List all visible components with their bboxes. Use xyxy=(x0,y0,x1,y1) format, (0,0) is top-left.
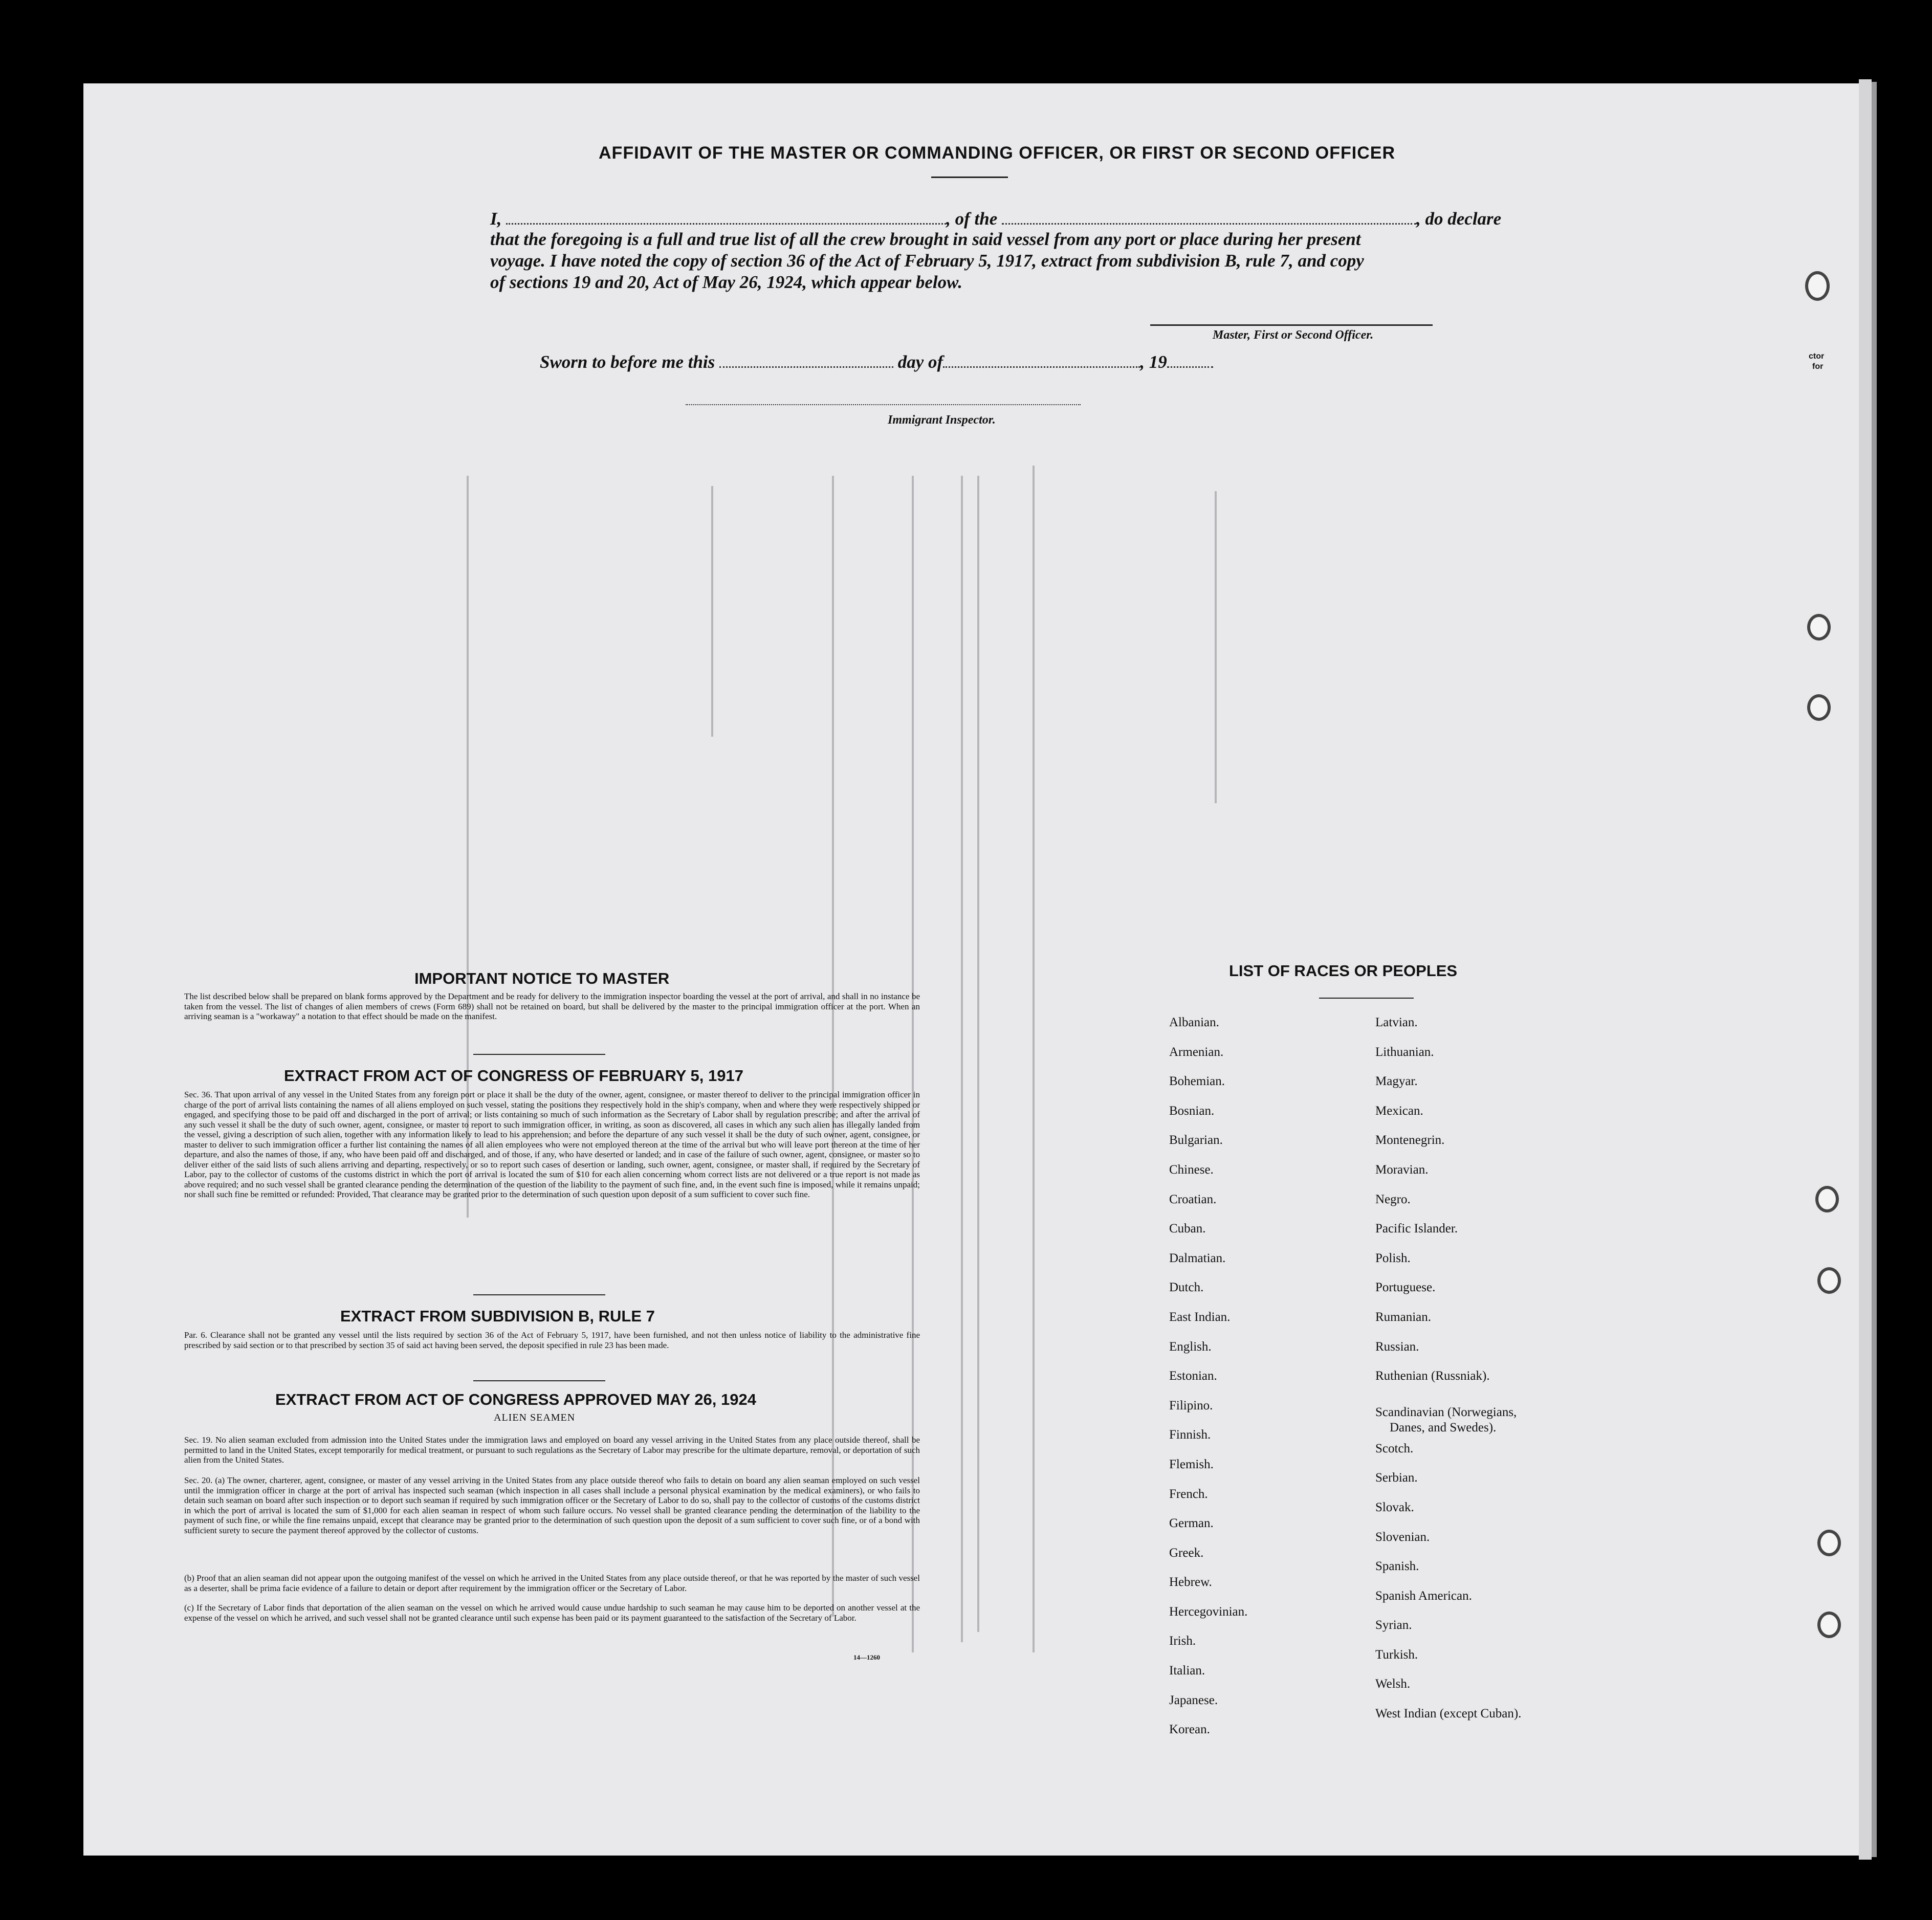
race-item: Rumanian. xyxy=(1375,1310,1432,1324)
race-item: Scandinavian (Norwegians, xyxy=(1375,1405,1517,1419)
races-title-rule xyxy=(1319,998,1414,999)
race-item: Scotch. xyxy=(1375,1441,1414,1455)
race-item: Serbian. xyxy=(1375,1471,1418,1485)
bleed-through-line xyxy=(977,476,979,1632)
extract-1917-title: EXTRACT FROM ACT OF CONGRESS OF FEBRUARY 5, 1917 xyxy=(284,1067,743,1085)
sworn-label: Sworn to before me this xyxy=(540,352,715,372)
races-right-column xyxy=(1375,1008,1521,1729)
race-item: Albanian. xyxy=(1169,1016,1219,1029)
vessel-blank[interactable] xyxy=(1002,223,1416,225)
race-item: West Indian (except Cuban). xyxy=(1375,1707,1522,1721)
race-item: Portuguese. xyxy=(1375,1281,1436,1295)
section-20c-text: (c) If the Secretary of Labor finds that deportation of the alien seaman on the vessel on which he arrived would cause undue hardship to such seaman he may cause him to be deported on another vessel at the expense of the vessel on which he arrived, and such vessel shall not be granted clearance until such expense has been paid or its payment guaranteed to the satisfaction of the Secretary of Labor. xyxy=(184,1603,920,1623)
race-item: Moravian. xyxy=(1375,1162,1429,1177)
section-20a-text: Sec. 20. (a) The owner, charterer, agent, consignee, or master of any vessel arriving in the United States from any place outside thereof who fails to detain on board any alien seaman employed on such vessel until the immigration officer in charge at the port of arrival has inspected such seaman (which inspection in all cases shall include a personal physical examination by the medical examiners), or who fails to detain such seaman on board after such inspection or to deport such seaman if required by such immigration officer or the Secretary of Labor to do so, shall pay to the collector of customs of the customs district in which the port of arrival is located the sum of $1,000 for each alien seaman in respect of whom such failure occurs. No vessel shall be granted clearance pending the determination of the liability to the payment of such fine, or while the fine remains unpaid, except that clearance may be granted prior to the determination of such question upon the deposit of a sum sufficient to cover such fine, or of a bond with sufficient surety to secure the payment thereof approved by the collector of customs. xyxy=(184,1475,920,1535)
race-item: Magyar. xyxy=(1375,1074,1418,1089)
bleed-through-line xyxy=(1033,466,1035,1652)
form-number: 14—1260 xyxy=(853,1653,880,1661)
race-item: German. xyxy=(1169,1516,1214,1531)
affidavit-declare-label: , do declare xyxy=(1416,209,1502,229)
day-of-label: day of xyxy=(897,352,943,372)
race-item: Hebrew. xyxy=(1169,1575,1212,1590)
race-item: Danes, and Swedes). xyxy=(1390,1420,1497,1435)
race-item: Estonian. xyxy=(1169,1369,1217,1383)
margin-note: ctor xyxy=(1809,352,1825,361)
title-rule xyxy=(931,176,1008,178)
sworn-day-blank[interactable] xyxy=(719,366,893,368)
sworn-year-blank[interactable] xyxy=(1167,366,1213,368)
alien-seamen-subtitle: ALIEN SEAMEN xyxy=(494,1412,576,1423)
margin-note: for xyxy=(1812,362,1824,371)
affidavit-of-label: , of the xyxy=(946,209,998,229)
race-item: Russian. xyxy=(1375,1339,1419,1354)
extract-rule7-text: Par. 6. Clearance shall not be granted any vessel until the lists required by section 36 of the Act of February 5, 1917, have been furnished, and not then unless notice of liability to the administrative fine prescribed by said section or to that prescribed by section 35 of said act having been served, the deposit specified in rule 23 has been made. xyxy=(184,1330,920,1350)
race-item: French. xyxy=(1169,1487,1208,1501)
races-title: LIST OF RACES OR PEOPLES xyxy=(1229,962,1458,980)
race-item: Armenian. xyxy=(1169,1045,1224,1059)
inspector-caption: Immigrant Inspector. xyxy=(888,413,996,427)
race-item: Dutch. xyxy=(1169,1281,1204,1295)
race-item: Flemish. xyxy=(1169,1457,1214,1471)
extract-1924-title: EXTRACT FROM ACT OF CONGRESS APPROVED MAY 26, 1924 xyxy=(275,1391,756,1408)
affidavit-title: AFFIDAVIT OF THE MASTER OR COMMANDING OFFICER, OR FIRST OR SECOND OFFICER xyxy=(599,143,1395,163)
race-item: Polish. xyxy=(1375,1251,1411,1265)
punch-hole xyxy=(1807,694,1831,721)
race-item: Japanese. xyxy=(1169,1693,1218,1707)
race-item: Irish. xyxy=(1169,1634,1196,1648)
master-signature-line[interactable] xyxy=(1150,324,1433,326)
race-item: Slovak. xyxy=(1375,1500,1414,1514)
section-20b-text: (b) Proof that an alien seaman did not appear upon the outgoing manifest of the vessel on which he arrived in the United States from any place outside thereof, or that he was reported by the master of such vessel as a deserter, shall be prima facie evidence of a failure to detain or deport after requirement by the immigration officer or the Secretary of Labor. xyxy=(184,1573,920,1593)
notice-title: IMPORTANT NOTICE TO MASTER xyxy=(414,969,670,987)
affidavit-i-label: I, xyxy=(490,209,502,229)
affidavit-text-line: voyage. I have noted the copy of section 36 of the Act of February 5, 1917, extract from subdivision B, rule 7, and copy xyxy=(490,251,1364,271)
race-item: Turkish. xyxy=(1375,1647,1418,1662)
race-item: English. xyxy=(1169,1339,1212,1354)
affidavit-text-line: that the foregoing is a full and true list of all the crew brought in said vessel from any port or place during her present xyxy=(490,229,1361,249)
extract-rule7-title: EXTRACT FROM SUBDIVISION B, RULE 7 xyxy=(340,1307,655,1325)
race-item: Bosnian. xyxy=(1169,1104,1215,1118)
race-item: Lithuanian. xyxy=(1375,1045,1434,1059)
bleed-through-line xyxy=(711,486,713,737)
race-item: Filipino. xyxy=(1169,1398,1213,1413)
race-item: Korean. xyxy=(1169,1723,1210,1737)
race-item: Pacific Islander. xyxy=(1375,1222,1458,1236)
affidavit-text-line: of sections 19 and 20, Act of May 26, 1924, which appear below. xyxy=(490,272,962,292)
master-signature-caption: Master, First or Second Officer. xyxy=(1213,328,1374,342)
adjacent-page-edge xyxy=(1859,79,1872,1860)
race-item: Greek. xyxy=(1169,1546,1204,1560)
race-item: Spanish. xyxy=(1375,1559,1419,1574)
inspector-signature-line[interactable] xyxy=(686,404,1081,405)
sworn-month-blank[interactable] xyxy=(943,366,1140,368)
punch-hole xyxy=(1817,1267,1841,1294)
race-item: Spanish American. xyxy=(1375,1588,1472,1603)
extract-1917-text: Sec. 36. That upon arrival of any vessel in the United States from any foreign port or place it shall be the duty of the owner, agent, consignee, or master thereof to deliver to the principal immigration officer in charge of the port of arrival lists containing the names of all aliens employed on such vessel, stating the positions they respectively hold in the ship's company, when and where they were respectively shipped or engaged, and specifying those to be paid off and discharged in the port of arrival; or lists containing so much of such information as the Secretary of Labor shall by regulation prescribe; and after the arrival of any such vessel it shall be the duty of such owner, agent, consignee, or master to report to such immigration officer, in writing, as soon as discovered, all cases in which any such alien has illegally landed from the vessel, giving a description of such alien, together with any information likely to lead to his apprehension; and before the departure of any such vessel it shall be the duty of such owner, agent, consignee, or master to deliver to such immigration officer a further list containing the names of all alien employees who were not employed thereon at the time of the arrival but who will leave port thereon at the time of her departure, and also the names of those, if any, who have been paid off and discharged, and of those, if any, who have deserted or landed; and in case of the failure of such owner, agent, consignee, or master so to deliver either of the said lists of such aliens arriving and departing, respectively, or so to report such cases of desertion or landing, such owner, agent, consignee, or master shall, if required by the Secretary of Labor, pay to the collector of customs of the customs district in which the port of arrival is located the sum of $10 for each alien concerning whom correct lists are not delivered or a true report is not made as above required; and no such vessel shall be granted clearance pending the determination of the question of the liability to the payment of such fine, and, in the event such fine is imposed, while it remains unpaid; nor shall such fine be remitted or refunded: Provided, That clearance may be granted prior to the determination of such question upon deposit of a sum sufficient to cover such fine. xyxy=(184,1090,920,1199)
race-item: Hercegovinian. xyxy=(1169,1604,1248,1619)
race-item: Bulgarian. xyxy=(1169,1133,1223,1147)
race-item: Negro. xyxy=(1375,1192,1411,1206)
race-item: Dalmatian. xyxy=(1169,1251,1226,1265)
section-divider xyxy=(473,1294,605,1295)
adjacent-page-shadow xyxy=(1872,82,1877,1857)
race-item: Chinese. xyxy=(1169,1162,1214,1177)
punch-hole xyxy=(1817,1612,1841,1638)
race-item: Ruthenian (Russniak). xyxy=(1375,1369,1490,1383)
notice-text: The list described below shall be prepared on blank forms approved by the Department and be ready for delivery to the immigration inspector boarding the vessel at the port of arrival, and shall in no instance be taken from the vessel. The list of changes of alien members of crews (Form 689) shall not be retained on board, but shall be delivered by the master to the principal immigration officer at the port. When an arriving seaman is a "workaway" a notation to that effect should be made on the manifest. xyxy=(184,991,920,1021)
race-item: Welsh. xyxy=(1375,1677,1411,1691)
section-19-text: Sec. 19. No alien seaman excluded from admission into the United States under the immigration laws and employed on board any vessel arriving in the United States from any place outside thereof, shall be permitted to land in the United States, except temporarily for medical treatment, or pursuant to such regulations as the Secretary of Labor may prescribe for the ultimate departure, removal, or deportation of such alien from the United States. xyxy=(184,1435,920,1465)
punch-hole xyxy=(1805,271,1830,301)
bleed-through-line xyxy=(1215,491,1217,803)
section-divider xyxy=(473,1380,605,1381)
race-item: Croatian. xyxy=(1169,1192,1217,1206)
race-item: Cuban. xyxy=(1169,1222,1206,1236)
race-item: Mexican. xyxy=(1375,1104,1423,1118)
races-left-column xyxy=(1169,1008,1247,1745)
section-divider xyxy=(473,1054,605,1055)
punch-hole xyxy=(1817,1530,1841,1556)
name-blank[interactable] xyxy=(506,223,946,225)
affidavit-declaration-line xyxy=(490,209,1501,229)
race-item: Slovenian. xyxy=(1375,1530,1430,1544)
race-item: Bohemian. xyxy=(1169,1074,1225,1089)
race-item: Finnish. xyxy=(1169,1428,1211,1442)
year-label: , 19 xyxy=(1140,352,1167,372)
race-item: Italian. xyxy=(1169,1664,1205,1678)
race-item: Latvian. xyxy=(1375,1016,1418,1029)
race-item: Syrian. xyxy=(1375,1618,1412,1632)
race-item: Montenegrin. xyxy=(1375,1133,1445,1147)
sworn-line xyxy=(540,352,1213,372)
bleed-through-line xyxy=(961,476,963,1642)
race-item: East Indian. xyxy=(1169,1310,1231,1324)
punch-hole xyxy=(1807,614,1831,641)
punch-hole xyxy=(1815,1186,1839,1212)
